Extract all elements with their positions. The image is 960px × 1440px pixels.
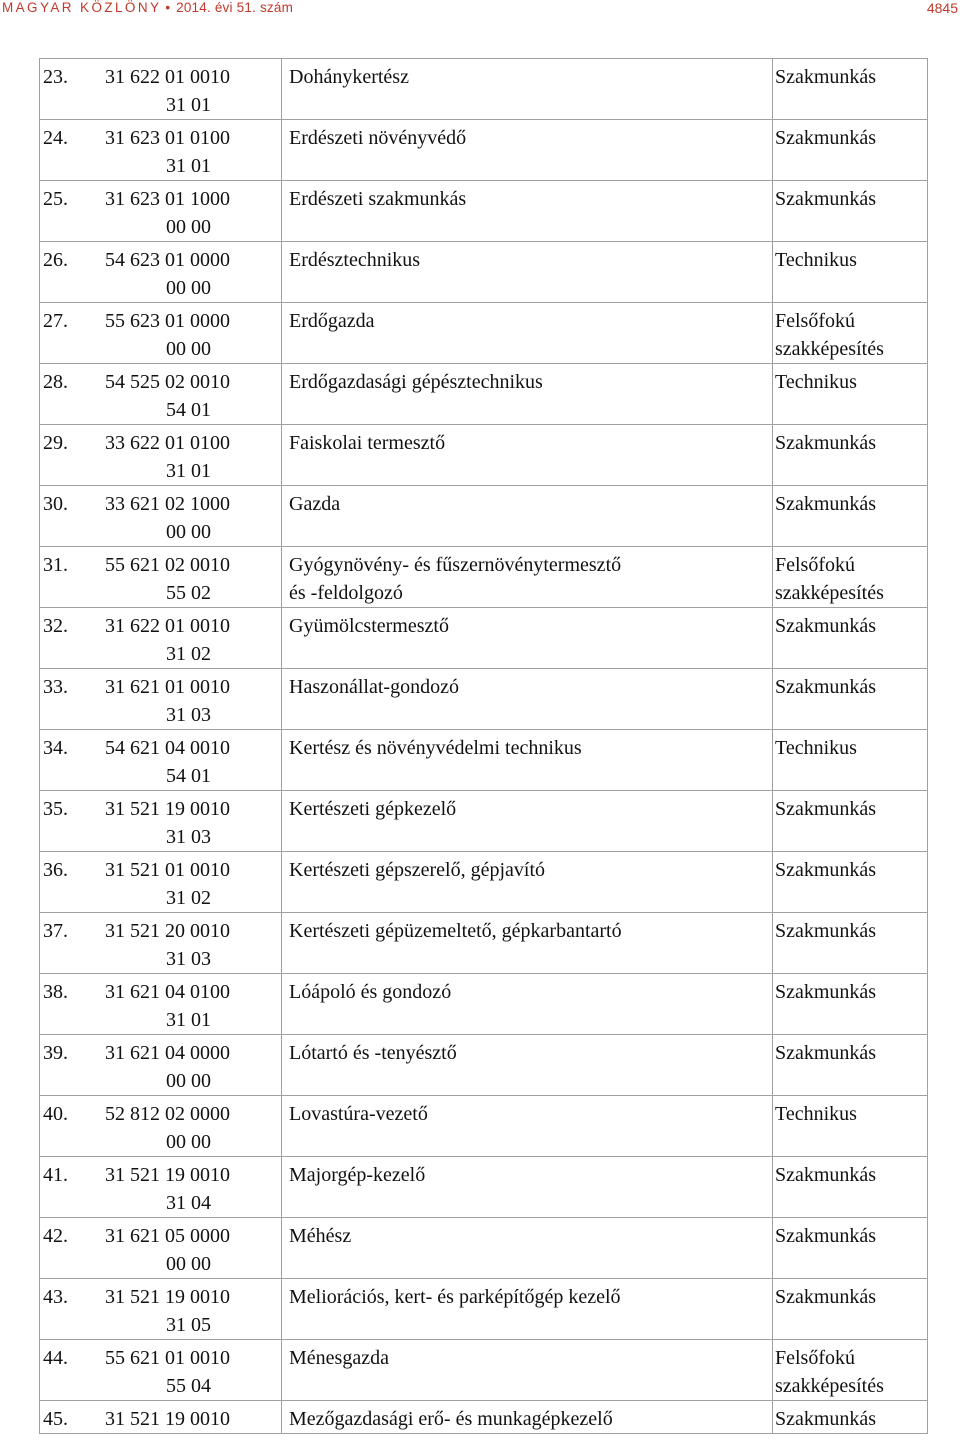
- qualification-name-cell: [282, 486, 773, 547]
- qualification-level-cell: [773, 730, 928, 791]
- qualification-level: Szakmunkás: [775, 615, 877, 637]
- qualification-level-continued: szakképesítés: [775, 1375, 884, 1397]
- qualification-level-cell: [773, 852, 928, 913]
- qualification-level-cell: [773, 364, 928, 425]
- qualification-level-cell: [773, 59, 928, 120]
- qualification-code: 33 622 01 0100: [105, 432, 230, 454]
- qualification-name-cell: [282, 852, 773, 913]
- table-row: [40, 1401, 928, 1434]
- qualification-code: 55 623 01 0000: [105, 310, 230, 332]
- qualification-name: Faiskolai termesztő: [289, 432, 446, 454]
- row-number: 36.: [43, 859, 68, 881]
- qualification-code-suffix: 00 00: [166, 216, 211, 238]
- qualification-code: 31 623 01 1000: [105, 188, 230, 210]
- code-cell: [40, 730, 282, 791]
- row-number: 41.: [43, 1164, 68, 1186]
- qualification-level: Szakmunkás: [775, 1225, 877, 1247]
- qualification-level-cell: [773, 669, 928, 730]
- qualification-code-suffix: 00 00: [166, 521, 211, 543]
- qualification-level-cell: [773, 120, 928, 181]
- table-row: [40, 669, 928, 730]
- table-row: [40, 1157, 928, 1218]
- row-number: 44.: [43, 1347, 68, 1369]
- qualification-level: Szakmunkás: [775, 1286, 877, 1308]
- code-cell: [40, 1035, 282, 1096]
- qualification-name-cell: [282, 242, 773, 303]
- qualification-level: Szakmunkás: [775, 188, 877, 210]
- qualification-name-cell: [282, 181, 773, 242]
- row-number: 40.: [43, 1103, 68, 1125]
- table-row: [40, 364, 928, 425]
- qualification-code: 54 623 01 0000: [105, 249, 230, 271]
- qualification-level-cell: [773, 1096, 928, 1157]
- qualification-level-cell: [773, 1157, 928, 1218]
- row-number: 43.: [43, 1286, 68, 1308]
- qualification-code: 31 623 01 0100: [105, 127, 230, 149]
- qualification-name: Erdőgazdasági gépésztechnikus: [289, 371, 543, 393]
- qualification-code: 31 521 19 0010: [105, 798, 230, 820]
- qualification-name: Lóápoló és gondozó: [289, 981, 452, 1003]
- qualification-name: Erdészeti szakmunkás: [289, 188, 467, 210]
- qualification-name: Gazda: [289, 493, 341, 515]
- qualification-code: 31 521 19 0010: [105, 1164, 230, 1186]
- qualification-name-cell: [282, 974, 773, 1035]
- qualification-code: 31 621 01 0010: [105, 676, 230, 698]
- qualification-level: Szakmunkás: [775, 676, 877, 698]
- qualification-name: Majorgép-kezelő: [289, 1164, 426, 1186]
- qualification-code: 52 812 02 0000: [105, 1103, 230, 1125]
- qualification-level: Felsőfokú: [775, 554, 855, 576]
- row-number: 33.: [43, 676, 68, 698]
- qualification-level: Technikus: [775, 371, 857, 393]
- row-number: 45.: [43, 1408, 68, 1430]
- qualification-name-cell: [282, 1218, 773, 1279]
- qualification-code-suffix: 31 03: [166, 948, 211, 970]
- qualification-name: Lovastúra-vezető: [289, 1103, 428, 1125]
- row-number: 39.: [43, 1042, 68, 1064]
- code-cell: [40, 669, 282, 730]
- qualification-name-cell: [282, 1279, 773, 1340]
- code-cell: [40, 120, 282, 181]
- qualification-level-cell: [773, 181, 928, 242]
- qualification-level: Szakmunkás: [775, 66, 877, 88]
- qualification-code-suffix: 31 01: [166, 94, 211, 116]
- table-row: [40, 1218, 928, 1279]
- qualification-code: 55 621 01 0010: [105, 1347, 230, 1369]
- row-number: 32.: [43, 615, 68, 637]
- qualification-level-continued: szakképesítés: [775, 338, 884, 360]
- qualification-name: Dohánykertész: [289, 66, 409, 88]
- table-row: [40, 608, 928, 669]
- qualification-level-cell: [773, 303, 928, 364]
- code-cell: [40, 608, 282, 669]
- qualification-name-cell: [282, 547, 773, 608]
- page-header: [0, 0, 960, 26]
- qualification-name-cell: [282, 608, 773, 669]
- row-number: 28.: [43, 371, 68, 393]
- table-row: [40, 486, 928, 547]
- code-cell: [40, 547, 282, 608]
- qualification-code-suffix: 55 02: [166, 582, 211, 604]
- code-cell: [40, 852, 282, 913]
- qualification-code: 31 622 01 0010: [105, 615, 230, 637]
- qualification-code: 55 621 02 0010: [105, 554, 230, 576]
- table-row: [40, 303, 928, 364]
- qualification-code: 31 521 01 0010: [105, 859, 230, 881]
- journal-title: MAGYAR KÖZLÖNY: [2, 0, 162, 15]
- qualification-code-suffix: 31 04: [166, 1192, 211, 1214]
- qualification-name-cell: [282, 1035, 773, 1096]
- row-number: 37.: [43, 920, 68, 942]
- qualification-level: Szakmunkás: [775, 1042, 877, 1064]
- code-cell: [40, 486, 282, 547]
- table-row: [40, 852, 928, 913]
- qualification-code: 31 621 05 0000: [105, 1225, 230, 1247]
- row-number: 25.: [43, 188, 68, 210]
- qualification-level-cell: [773, 1218, 928, 1279]
- qualification-level-cell: [773, 1340, 928, 1401]
- row-number: 27.: [43, 310, 68, 332]
- qualification-name: Gyümölcstermesztő: [289, 615, 449, 637]
- table-row: [40, 242, 928, 303]
- qualification-name: Kertészeti gépüzemeltető, gépkarbantartó: [289, 920, 622, 942]
- qualification-name-cell: [282, 425, 773, 486]
- qualification-name: Kertészeti gépszerelő, gépjavító: [289, 859, 545, 881]
- qualification-name: Méhész: [289, 1225, 352, 1247]
- qualification-level-cell: [773, 791, 928, 852]
- qualification-level: Felsőfokú: [775, 310, 855, 332]
- qualification-level: Szakmunkás: [775, 1408, 877, 1430]
- qualification-name-cell: [282, 1096, 773, 1157]
- row-number: 38.: [43, 981, 68, 1003]
- table-row: [40, 181, 928, 242]
- qualification-name-cell: [282, 730, 773, 791]
- table-body: [40, 59, 928, 1434]
- code-cell: [40, 59, 282, 120]
- qualification-level-cell: [773, 425, 928, 486]
- qualification-level: Felsőfokú: [775, 1347, 855, 1369]
- qualification-code-suffix: 31 02: [166, 643, 211, 665]
- row-number: 31.: [43, 554, 68, 576]
- table-row: [40, 974, 928, 1035]
- code-cell: [40, 1401, 282, 1434]
- qualification-name: Erdészeti növényvédő: [289, 127, 467, 149]
- code-cell: [40, 1279, 282, 1340]
- qualification-name-cell: [282, 1340, 773, 1401]
- qualification-code-suffix: 55 04: [166, 1375, 211, 1397]
- code-cell: [40, 791, 282, 852]
- qualification-name-cell: [282, 120, 773, 181]
- code-cell: [40, 913, 282, 974]
- qualification-name: Lótartó és -tenyésztő: [289, 1042, 457, 1064]
- qualification-code-suffix: 00 00: [166, 338, 211, 360]
- qualification-level-cell: [773, 608, 928, 669]
- qualification-name-continued: és -feldolgozó: [289, 582, 403, 604]
- qualification-table: [39, 58, 928, 1434]
- qualification-level: Szakmunkás: [775, 981, 877, 1003]
- qualification-level-cell: [773, 486, 928, 547]
- code-cell: [40, 1096, 282, 1157]
- qualification-name-cell: [282, 913, 773, 974]
- qualification-code: 31 521 19 0010: [105, 1408, 230, 1430]
- table-row: [40, 913, 928, 974]
- qualification-code-suffix: 54 01: [166, 765, 211, 787]
- qualification-code-suffix: 31 01: [166, 155, 211, 177]
- row-number: 24.: [43, 127, 68, 149]
- code-cell: [40, 364, 282, 425]
- table-row: [40, 791, 928, 852]
- qualification-code-suffix: 31 03: [166, 704, 211, 726]
- issue-label: 2014. évi 51. szám: [176, 0, 294, 15]
- qualification-level: Technikus: [775, 249, 857, 271]
- row-number: 30.: [43, 493, 68, 515]
- table-row: [40, 1035, 928, 1096]
- qualification-code: 31 521 19 0010: [105, 1286, 230, 1308]
- qualification-name: Kertészeti gépkezelő: [289, 798, 457, 820]
- qualification-name-cell: [282, 59, 773, 120]
- qualification-level-cell: [773, 1401, 928, 1434]
- qualification-name-cell: [282, 303, 773, 364]
- qualification-level-continued: szakképesítés: [775, 582, 884, 604]
- qualification-code: 54 621 04 0010: [105, 737, 230, 759]
- qualification-code-suffix: 31 01: [166, 1009, 211, 1031]
- row-number: 35.: [43, 798, 68, 820]
- qualification-code-suffix: 00 00: [166, 1131, 211, 1153]
- code-cell: [40, 1218, 282, 1279]
- row-number: 29.: [43, 432, 68, 454]
- code-cell: [40, 181, 282, 242]
- qualification-code-suffix: 31 05: [166, 1314, 211, 1336]
- qualification-code-suffix: 31 02: [166, 887, 211, 909]
- qualification-name-cell: [282, 364, 773, 425]
- row-number: 26.: [43, 249, 68, 271]
- qualification-code-suffix: 31 01: [166, 460, 211, 482]
- qualification-code-suffix: 54 01: [166, 399, 211, 421]
- qualification-level: Szakmunkás: [775, 920, 877, 942]
- qualification-code: 31 622 01 0010: [105, 66, 230, 88]
- row-number: 23.: [43, 66, 68, 88]
- qualification-level-cell: [773, 547, 928, 608]
- row-number: 42.: [43, 1225, 68, 1247]
- qualification-level-cell: [773, 1035, 928, 1096]
- table-row: [40, 120, 928, 181]
- qualification-code: 31 521 20 0010: [105, 920, 230, 942]
- qualification-level: Szakmunkás: [775, 1164, 877, 1186]
- qualification-name: Kertész és növényvédelmi technikus: [289, 737, 582, 759]
- table-row: [40, 547, 928, 608]
- qualification-level: Szakmunkás: [775, 859, 877, 881]
- qualification-level-cell: [773, 974, 928, 1035]
- qualification-level-cell: [773, 242, 928, 303]
- qualification-name: Meliorációs, kert- és parképítőgép kezelő: [289, 1286, 621, 1308]
- code-cell: [40, 303, 282, 364]
- page-number: 4845: [926, 0, 958, 16]
- qualification-level: Szakmunkás: [775, 493, 877, 515]
- code-cell: [40, 242, 282, 303]
- qualification-level: Technikus: [775, 737, 857, 759]
- qualification-code-suffix: 00 00: [166, 1253, 211, 1275]
- qualification-code-suffix: 00 00: [166, 277, 211, 299]
- running-header: [2, 0, 293, 15]
- qualification-name: Erdőgazda: [289, 310, 375, 332]
- qualification-name-cell: [282, 1401, 773, 1434]
- separator-bullet: •: [165, 0, 171, 15]
- qualification-level: Szakmunkás: [775, 432, 877, 454]
- qualification-name-cell: [282, 1157, 773, 1218]
- code-cell: [40, 974, 282, 1035]
- qualification-name-cell: [282, 791, 773, 852]
- qualification-name: Ménesgazda: [289, 1347, 389, 1369]
- qualification-level-cell: [773, 1279, 928, 1340]
- qualification-level-cell: [773, 913, 928, 974]
- table-row: [40, 1340, 928, 1401]
- table-row: [40, 1096, 928, 1157]
- row-number: 34.: [43, 737, 68, 759]
- table-row: [40, 59, 928, 120]
- table-row: [40, 425, 928, 486]
- qualification-name: Mezőgazdasági erő- és munkagépkezelő: [289, 1408, 613, 1430]
- code-cell: [40, 1157, 282, 1218]
- table-row: [40, 730, 928, 791]
- code-cell: [40, 425, 282, 486]
- qualification-name: Haszonállat-gondozó: [289, 676, 459, 698]
- qualification-code: 31 621 04 0000: [105, 1042, 230, 1064]
- qualification-code: 54 525 02 0010: [105, 371, 230, 393]
- qualification-code-suffix: 00 00: [166, 1070, 211, 1092]
- qualification-code-suffix: 31 03: [166, 826, 211, 848]
- qualification-level: Szakmunkás: [775, 798, 877, 820]
- qualification-code: 33 621 02 1000: [105, 493, 230, 515]
- qualification-level: Szakmunkás: [775, 127, 877, 149]
- code-cell: [40, 1340, 282, 1401]
- qualification-name: Gyógynövény- és fűszernövénytermesztő: [289, 554, 622, 576]
- qualification-code: 31 621 04 0100: [105, 981, 230, 1003]
- qualification-name-cell: [282, 669, 773, 730]
- table-row: [40, 1279, 928, 1340]
- qualification-name: Erdésztechnikus: [289, 249, 421, 271]
- qualification-level: Technikus: [775, 1103, 857, 1125]
